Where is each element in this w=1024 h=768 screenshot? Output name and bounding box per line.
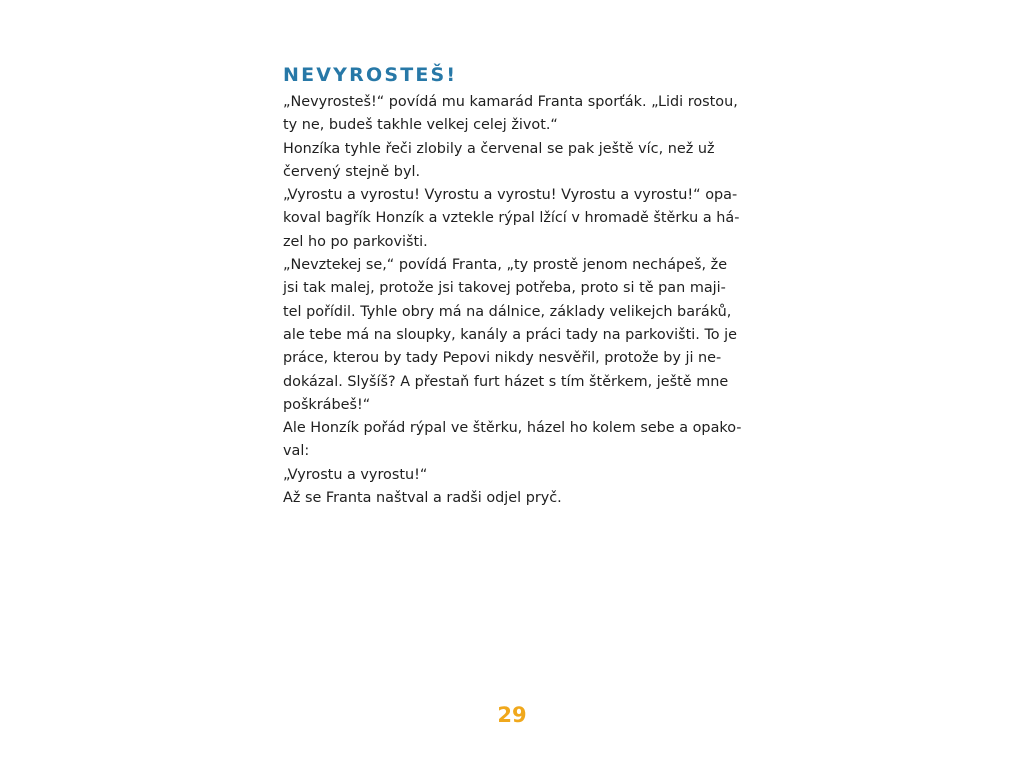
text-line: červený stejně byl. — [283, 163, 421, 180]
page-content — [283, 62, 763, 510]
text-line: dokázal. Slyšíš? A přestaň furt házet s tím štěrkem, ještě mne — [283, 373, 729, 390]
chapter-title: NEVYROSTEŠ! — [283, 64, 458, 86]
text-line: práce, kterou by tady Pepovi nikdy nesvěřil, protože by ji ne- — [283, 350, 722, 367]
text-line: „Vyrostu a vyrostu!“ — [283, 466, 428, 483]
text-line: poškrábeš!“ — [283, 396, 371, 413]
text-line: ty ne, budeš takhle velkej celej život.“ — [283, 117, 558, 134]
text-line: tel pořídil. Tyhle obry má na dálnice, základy velikejch baráků, — [283, 303, 732, 320]
text-line: zel ho po parkovišti. — [283, 233, 428, 250]
text-line: Honzíka tyhle řeči zlobily a červenal se pak ještě víc, než už — [283, 140, 715, 157]
text-line: koval bagřík Honzík a vztekle rýpal lžící v hromadě štěrku a há- — [283, 210, 740, 227]
text-line: „Vyrostu a vyrostu! Vyrostu a vyrostu! Vyrostu a vyrostu!“ opa- — [283, 187, 738, 204]
body-text — [283, 91, 763, 510]
page-number: 29 — [497, 703, 527, 727]
text-line: ale tebe má na sloupky, kanály a práci tady na parkovišti. To je — [283, 326, 738, 343]
text-line: „Nevztekej se,“ povídá Franta, „ty prostě jenom nechápeš, že — [283, 257, 728, 274]
text-line: „Nevyrosteš!“ povídá mu kamarád Franta sporťák. „Lidi rostou, — [283, 94, 738, 110]
text-line: Ale Honzík pořád rýpal ve štěrku, házel ho kolem sebe a opako- — [283, 420, 742, 437]
text-line: val: — [283, 443, 310, 460]
text-line: Až se Franta naštval a radši odjel pryč. — [283, 490, 562, 507]
text-line: jsi tak malej, protože jsi takovej potřeba, proto si tě pan maji- — [283, 280, 726, 297]
